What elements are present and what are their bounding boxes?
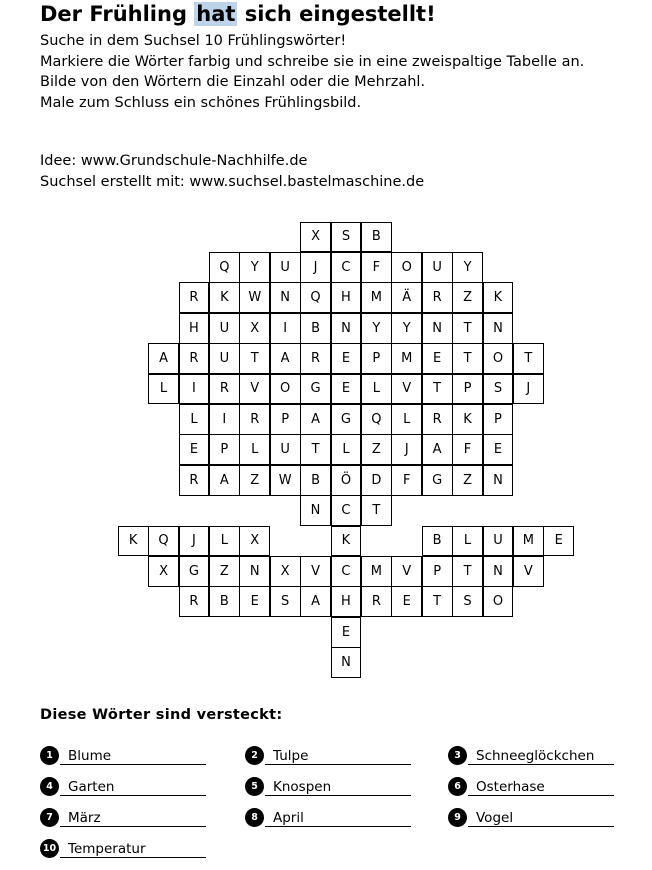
grid-cell[interactable]: K xyxy=(452,404,483,435)
grid-cell[interactable]: X xyxy=(239,313,270,344)
word-label: Temperatur xyxy=(60,840,206,858)
grid-cell[interactable]: Ä xyxy=(391,282,422,313)
grid-cell[interactable]: M xyxy=(391,343,422,374)
grid-cell[interactable]: A xyxy=(300,586,331,617)
grid-cell[interactable]: F xyxy=(452,434,483,465)
grid-cell[interactable]: I xyxy=(179,374,210,405)
grid-cell[interactable]: Y xyxy=(391,313,422,344)
grid-cell[interactable]: S xyxy=(452,586,483,617)
word-label: Schneeglöckchen xyxy=(468,747,614,765)
grid-cell[interactable]: A xyxy=(300,404,331,435)
grid-cell[interactable]: L xyxy=(361,374,392,405)
instruction-line: Bilde von den Wörtern die Einzahl oder die Mehrzahl. xyxy=(40,74,426,90)
grid-cell[interactable]: Y xyxy=(452,252,483,283)
instruction-line: Male zum Schluss ein schönes Frühlingsbild. xyxy=(40,94,362,111)
grid-cell[interactable]: L xyxy=(452,526,483,557)
grid-cell[interactable]: P xyxy=(422,556,453,587)
grid-cell[interactable]: E xyxy=(331,343,362,374)
grid-cell[interactable]: R xyxy=(179,465,210,496)
grid-cell[interactable]: B xyxy=(300,465,331,496)
grid-cell[interactable]: E xyxy=(239,586,270,617)
grid-cell[interactable]: G xyxy=(331,404,362,435)
grid-cell[interactable]: H xyxy=(331,586,362,617)
grid-cell[interactable]: U xyxy=(209,343,240,374)
word-label: Garten xyxy=(60,778,206,796)
grid-cell[interactable]: H xyxy=(179,313,210,344)
grid-cell[interactable]: N xyxy=(422,313,453,344)
grid-cell[interactable]: S xyxy=(331,222,362,253)
grid-cell[interactable]: O xyxy=(270,374,301,405)
word-number-badge: 3 xyxy=(448,746,467,765)
grid-cell[interactable]: E xyxy=(483,434,514,465)
grid-cell[interactable]: N xyxy=(270,282,301,313)
grid-cell[interactable]: O xyxy=(483,343,514,374)
word-label: Knospen xyxy=(265,778,411,796)
grid-cell[interactable]: Y xyxy=(361,313,392,344)
grid-cell[interactable]: M xyxy=(513,526,544,557)
grid-cell[interactable]: T xyxy=(300,434,331,465)
grid-cell[interactable]: S xyxy=(270,586,301,617)
grid-cell[interactable]: A xyxy=(148,343,179,374)
grid-cell[interactable]: Q xyxy=(300,282,331,313)
grid-cell[interactable]: T xyxy=(452,343,483,374)
grid-cell[interactable]: G xyxy=(422,465,453,496)
credit-idea: Idee: www.Grundschule-Nachhilfe.de xyxy=(40,153,308,169)
grid-cell[interactable]: N xyxy=(483,556,514,587)
grid-cell[interactable]: R xyxy=(422,282,453,313)
word-number-badge: 9 xyxy=(448,808,467,827)
grid-cell[interactable]: T xyxy=(452,556,483,587)
grid-cell[interactable]: L xyxy=(331,434,362,465)
grid-cell[interactable]: G xyxy=(300,374,331,405)
grid-cell[interactable]: T xyxy=(361,495,392,526)
grid-cell[interactable]: E xyxy=(179,434,210,465)
grid-cell[interactable]: B xyxy=(422,526,453,557)
grid-cell[interactable]: Z xyxy=(452,282,483,313)
grid-cell[interactable]: X xyxy=(270,556,301,587)
grid-cell[interactable]: A xyxy=(422,434,453,465)
grid-cell[interactable]: V xyxy=(391,374,422,405)
word-label: Osterhase xyxy=(468,778,614,796)
grid-cell[interactable]: T xyxy=(422,374,453,405)
grid-cell[interactable]: Ö xyxy=(331,465,362,496)
word-number-badge: 10 xyxy=(40,839,59,858)
grid-cell[interactable]: M xyxy=(361,282,392,313)
grid-cell[interactable]: Q xyxy=(209,252,240,283)
word-label: Vogel xyxy=(468,809,614,827)
grid-cell[interactable]: Z xyxy=(361,434,392,465)
grid-cell[interactable]: D xyxy=(361,465,392,496)
title-part-1: Der Frühling xyxy=(40,2,195,26)
word-label: März xyxy=(60,809,206,827)
grid-cell[interactable]: P xyxy=(483,404,514,435)
grid-cell[interactable]: U xyxy=(483,526,514,557)
grid-cell[interactable]: T xyxy=(422,586,453,617)
grid-cell[interactable]: B xyxy=(209,586,240,617)
grid-cell[interactable]: X xyxy=(148,556,179,587)
word-number-badge: 1 xyxy=(40,746,59,765)
grid-cell[interactable]: O xyxy=(391,252,422,283)
grid-cell[interactable]: N xyxy=(483,465,514,496)
grid-cell[interactable]: P xyxy=(452,374,483,405)
instructions xyxy=(40,31,584,113)
grid-cell[interactable]: E xyxy=(391,586,422,617)
grid-cell[interactable]: L xyxy=(239,434,270,465)
grid-cell[interactable]: N xyxy=(483,313,514,344)
grid-cell[interactable]: V xyxy=(513,556,544,587)
grid-cell[interactable]: T xyxy=(452,313,483,344)
grid-cell[interactable]: I xyxy=(209,404,240,435)
grid-cell[interactable]: H xyxy=(331,282,362,313)
grid-cell[interactable]: R xyxy=(300,343,331,374)
grid-cell[interactable]: J xyxy=(513,374,544,405)
word-number-badge: 4 xyxy=(40,777,59,796)
grid-cell[interactable]: C xyxy=(331,556,362,587)
grid-cell[interactable]: R xyxy=(179,586,210,617)
word-label: April xyxy=(265,809,411,827)
grid-cell[interactable]: U xyxy=(209,313,240,344)
grid-cell[interactable]: U xyxy=(270,434,301,465)
grid-cell[interactable]: Z xyxy=(452,465,483,496)
page-title xyxy=(40,2,436,26)
instruction-line: Suche in dem Suchsel 10 Frühlingswörter! xyxy=(40,33,347,49)
grid-cell[interactable]: N xyxy=(239,556,270,587)
grid-cell[interactable]: N xyxy=(300,495,331,526)
grid-cell[interactable]: O xyxy=(483,586,514,617)
grid-cell[interactable]: M xyxy=(361,556,392,587)
grid-cell[interactable]: Z xyxy=(239,465,270,496)
grid-cell[interactable]: E xyxy=(331,374,362,405)
grid-cell[interactable]: X xyxy=(239,526,270,557)
grid-cell[interactable]: P xyxy=(361,343,392,374)
grid-cell[interactable]: R xyxy=(239,404,270,435)
grid-cell[interactable]: V xyxy=(391,556,422,587)
grid-cell[interactable]: B xyxy=(300,313,331,344)
grid-cell[interactable]: R xyxy=(209,374,240,405)
grid-cell[interactable]: F xyxy=(391,465,422,496)
word-label: Tulpe xyxy=(265,747,411,765)
grid-cell[interactable]: R xyxy=(361,586,392,617)
grid-cell[interactable]: K xyxy=(118,526,149,557)
grid-cell[interactable]: K xyxy=(331,526,362,557)
grid-cell[interactable]: Y xyxy=(239,252,270,283)
grid-cell[interactable]: E xyxy=(422,343,453,374)
grid-cell[interactable]: A xyxy=(270,343,301,374)
credits xyxy=(40,151,424,193)
grid-cell[interactable]: L xyxy=(391,404,422,435)
grid-cell[interactable]: R xyxy=(179,282,210,313)
grid-cell[interactable]: C xyxy=(331,252,362,283)
grid-cell[interactable]: X xyxy=(300,222,331,253)
grid-cell[interactable]: L xyxy=(209,526,240,557)
grid-cell[interactable]: B xyxy=(361,222,392,253)
word-label: Blume xyxy=(60,747,206,765)
words-heading: Diese Wörter sind versteckt: xyxy=(40,707,283,723)
grid-cell[interactable]: J xyxy=(300,252,331,283)
word-number-badge: 2 xyxy=(245,746,264,765)
grid-cell[interactable]: W xyxy=(270,465,301,496)
grid-cell[interactable]: F xyxy=(361,252,392,283)
grid-cell[interactable]: I xyxy=(270,313,301,344)
grid-cell[interactable]: W xyxy=(239,282,270,313)
grid-cell[interactable]: K xyxy=(483,282,514,313)
grid-cell[interactable]: E xyxy=(543,526,574,557)
word-number-badge: 5 xyxy=(245,777,264,796)
credit-generator: Suchsel erstellt mit: www.suchsel.bastelmaschine.de xyxy=(40,174,425,190)
grid-cell[interactable]: G xyxy=(179,556,210,587)
grid-cell[interactable]: A xyxy=(209,465,240,496)
grid-cell[interactable]: P xyxy=(209,434,240,465)
grid-cell[interactable]: U xyxy=(422,252,453,283)
grid-cell[interactable]: S xyxy=(483,374,514,405)
title-highlight[interactable]: hat xyxy=(196,2,236,26)
grid-cell[interactable]: L xyxy=(179,404,210,435)
grid-cell[interactable]: V xyxy=(239,374,270,405)
grid-cell[interactable]: R xyxy=(179,343,210,374)
grid-cell[interactable]: J xyxy=(391,434,422,465)
word-number-badge: 8 xyxy=(245,808,264,827)
grid-cell[interactable]: C xyxy=(331,495,362,526)
word-number-badge: 7 xyxy=(40,808,59,827)
grid-cell[interactable]: Q xyxy=(361,404,392,435)
grid-cell[interactable]: P xyxy=(270,404,301,435)
grid-cell[interactable]: E xyxy=(331,617,362,648)
grid-cell[interactable]: L xyxy=(148,374,179,405)
grid-cell[interactable]: V xyxy=(300,556,331,587)
grid-cell[interactable]: Z xyxy=(209,556,240,587)
grid-cell[interactable]: N xyxy=(331,313,362,344)
instruction-line: Markiere die Wörter farbig und schreibe sie in eine zweispaltige Tabelle an. xyxy=(40,53,585,70)
grid-cell[interactable]: J xyxy=(179,526,210,557)
grid-cell[interactable]: T xyxy=(513,343,544,374)
grid-cell[interactable]: K xyxy=(209,282,240,313)
grid-cell[interactable]: N xyxy=(331,647,362,678)
grid-cell[interactable]: R xyxy=(422,404,453,435)
grid-cell[interactable]: U xyxy=(270,252,301,283)
grid-cell[interactable]: T xyxy=(239,343,270,374)
grid-cell[interactable]: Q xyxy=(148,526,179,557)
title-part-2: sich eingestellt! xyxy=(237,2,436,26)
word-number-badge: 6 xyxy=(448,777,467,796)
